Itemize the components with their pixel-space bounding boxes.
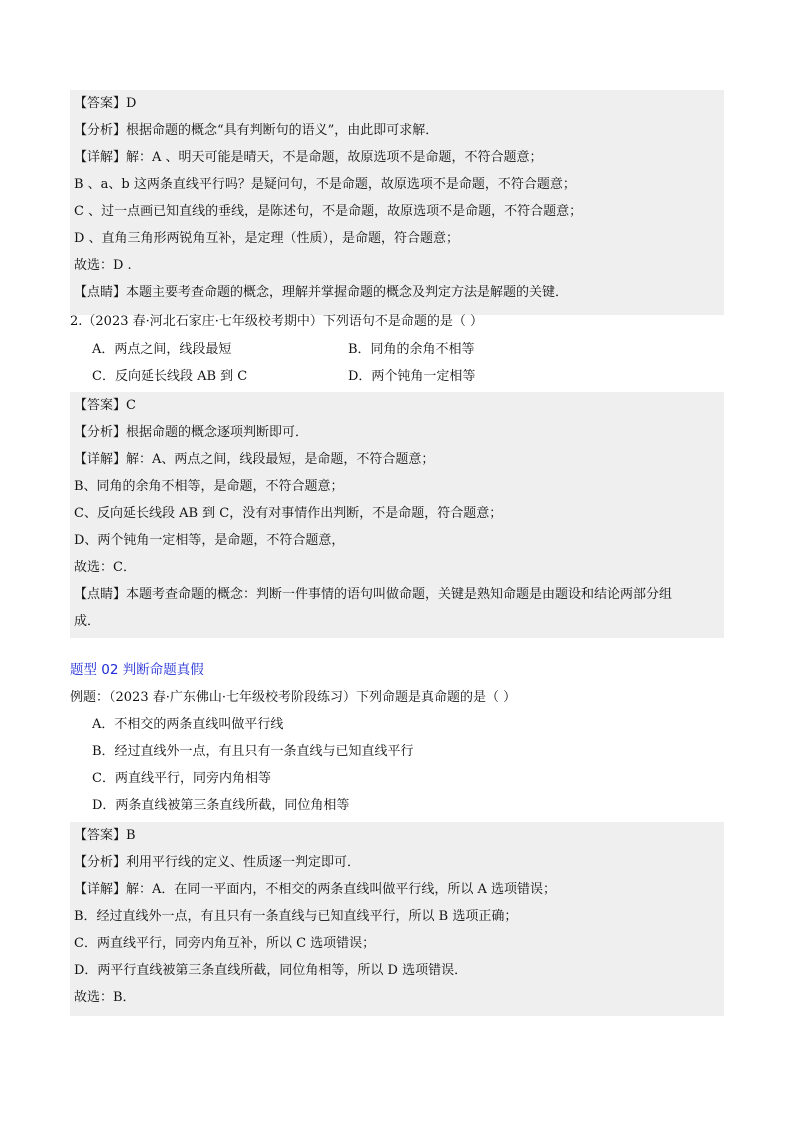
question-2-option-a: A．两点之间，线段最短 [92, 342, 232, 357]
solution-block-3 [70, 822, 724, 1016]
comment-line: 【点睛】本题主要考查命题的概念，理解并掌握命题的概念及判定方法是解题的关键． [74, 285, 569, 300]
detail-line: C．两直线平行，同旁内角互补，所以 C 选项错误； [74, 936, 376, 951]
solution-block-1 [70, 90, 724, 315]
comment-line-cont: 成． [74, 614, 101, 629]
detail-line: C 、过一点画已知直线的垂线，是陈述句，不是命题，故原选项不是命题，不符合题意； [74, 204, 583, 219]
analysis-line: 【分析】利用平行线的定义、性质逐一判定即可． [74, 855, 361, 870]
detail-line: B．经过直线外一点，有且只有一条直线与已知直线平行，所以 B 选项正确； [74, 909, 518, 924]
question-2-option-c: C．反向延长线段 AB 到 C [92, 369, 248, 384]
detail-line: B、同角的余角不相等，是命题，不符合题意； [74, 479, 344, 494]
example-option-b: B．经过直线外一点，有且只有一条直线与已知直线平行 [92, 744, 414, 759]
comment-line: 【点睛】本题考查命题的概念：判断一件事情的语句叫做命题，关键是熟知命题是由题设和结论两部分组 [74, 587, 673, 602]
detail-line: B 、a、b 这两条直线平行吗？是疑问句，不是命题，故原选项不是命题，不符合题意； [74, 177, 576, 192]
example-option-c: C．两直线平行，同旁内角相等 [92, 771, 271, 786]
detail-line: C、反向延长线段 AB 到 C，没有对事情作出判断，不是命题，符合题意； [74, 506, 503, 521]
example-option-d: D．两条直线被第三条直线所截，同位角相等 [92, 798, 350, 813]
choice-line: 故选：B． [74, 990, 136, 1005]
solution-block-2 [70, 392, 724, 638]
section-heading: 题型 02 判断命题真假 [70, 662, 204, 678]
detail-line: D．两平行直线被第三条直线所截，同位角相等，所以 D 选项错误． [74, 963, 468, 978]
analysis-line: 【分析】根据命题的概念逐项判断即可． [74, 425, 309, 440]
example-stem: 例题：（2023 春·广东佛山·七年级校考阶段练习）下列命题是真命题的是（ ） [70, 690, 517, 705]
detail-line: 【详解】解：A 、明天可能是晴天，不是命题，故原选项不是命题，不符合题意； [74, 150, 543, 165]
choice-line: 故选：D . [74, 258, 132, 273]
detail-line: 【详解】解：A．在同一平面内，不相交的两条直线叫做平行线，所以 A 选项错误； [74, 882, 557, 897]
question-2-option-d: D．两个钝角一定相等 [348, 369, 476, 384]
answer-line: 【答案】B [74, 828, 136, 843]
question-2-option-b: B．同角的余角不相等 [348, 342, 475, 357]
choice-line: 故选：C． [74, 560, 136, 575]
question-2-stem: 2.（2023 春·河北石家庄·七年级校考期中）下列语句不是命题的是（ ） [70, 314, 484, 329]
detail-line: 【详解】解：A、两点之间，线段最短，是命题，不符合题意； [74, 452, 435, 467]
detail-line: D 、直角三角形两锐角互补，是定理（性质），是命题，符合题意； [74, 231, 460, 246]
example-option-a: A．不相交的两条直线叫做平行线 [92, 717, 284, 732]
answer-line: 【答案】C [74, 398, 136, 413]
detail-line: D、两个钝角一定相等，是命题，不符合题意， [74, 533, 345, 548]
analysis-line: 【分析】根据命题的概念“具有判断句的语义”，由此即可求解． [74, 123, 439, 138]
answer-line: 【答案】D [74, 96, 137, 111]
